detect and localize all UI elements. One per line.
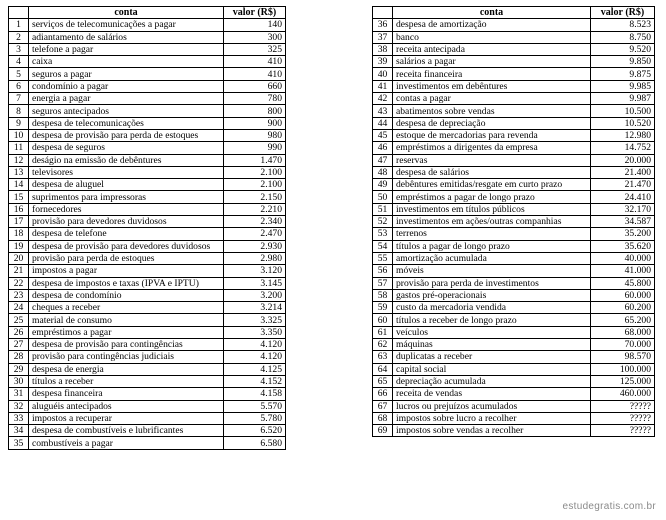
account-value: 4.120 [224, 339, 286, 351]
row-number: 47 [373, 154, 393, 166]
table-row [373, 363, 655, 375]
account-name: abatimentos sobre vendas [393, 105, 591, 117]
table-row [373, 19, 655, 31]
row-number: 36 [373, 19, 393, 31]
account-name: provisão para perda de estoques [29, 252, 224, 264]
account-value: 10.520 [591, 117, 655, 129]
account-name: investimentos em debêntures [393, 80, 591, 92]
row-number: 2 [9, 31, 29, 43]
account-name: serviços de telecomunicações a pagar [29, 19, 224, 31]
account-value: 8.523 [591, 19, 655, 31]
row-number: 32 [9, 400, 29, 412]
account-value: 4.120 [224, 351, 286, 363]
account-name: receita financeira [393, 68, 591, 80]
row-number: 31 [9, 388, 29, 400]
accounts-table-left-body [9, 19, 286, 449]
account-value: 4.125 [224, 363, 286, 375]
account-value: 20.000 [591, 154, 655, 166]
table-row [373, 289, 655, 301]
table-row [9, 277, 286, 289]
table-row [9, 129, 286, 141]
account-name: aluguéis antecipados [29, 400, 224, 412]
row-number: 69 [373, 425, 393, 437]
row-number: 49 [373, 179, 393, 191]
table-row [373, 43, 655, 55]
row-number: 61 [373, 326, 393, 338]
row-number: 30 [9, 375, 29, 387]
table-row [9, 117, 286, 129]
account-name: reservas [393, 154, 591, 166]
account-name: televisores [29, 166, 224, 178]
table-row [373, 166, 655, 178]
table-row [9, 228, 286, 240]
account-value: 410 [224, 68, 286, 80]
account-value: 24.410 [591, 191, 655, 203]
account-name: despesa de provisão para perda de estoques [29, 129, 224, 141]
row-number: 7 [9, 93, 29, 105]
row-number: 40 [373, 68, 393, 80]
table-row [373, 339, 655, 351]
table-header-row [9, 7, 286, 19]
account-value: 4.158 [224, 388, 286, 400]
account-value: 9.520 [591, 43, 655, 55]
table-row [9, 289, 286, 301]
account-name: terrenos [393, 228, 591, 240]
account-value: 660 [224, 80, 286, 92]
account-name: impostos a recuperar [29, 412, 224, 424]
account-name: seguros a pagar [29, 68, 224, 80]
table-row [9, 314, 286, 326]
account-name: despesa de depreciação [393, 117, 591, 129]
table-row [9, 400, 286, 412]
account-value: 68.000 [591, 326, 655, 338]
account-name: custo da mercadoria vendida [393, 302, 591, 314]
accounts-table-right [372, 6, 655, 437]
account-value: 2.100 [224, 166, 286, 178]
row-number: 63 [373, 351, 393, 363]
table-row [9, 388, 286, 400]
table-row [373, 375, 655, 387]
row-number: 21 [9, 265, 29, 277]
account-value: 45.800 [591, 277, 655, 289]
account-value: 2.150 [224, 191, 286, 203]
table-row [373, 129, 655, 141]
account-name: despesa de salários [393, 166, 591, 178]
table-row [373, 216, 655, 228]
account-name: seguros antecipados [29, 105, 224, 117]
account-name: empréstimos a dirigentes da empresa [393, 142, 591, 154]
row-number: 56 [373, 265, 393, 277]
table-row [373, 412, 655, 424]
account-name: despesa de impostos e taxas (IPVA e IPTU) [29, 277, 224, 289]
account-name: telefone a pagar [29, 43, 224, 55]
account-name: lucros ou prejuízos acumulados [393, 400, 591, 412]
table-row [373, 80, 655, 92]
account-name: estoque de mercadorias para revenda [393, 129, 591, 141]
table-row [9, 252, 286, 264]
account-name: capital social [393, 363, 591, 375]
row-number: 68 [373, 412, 393, 424]
table-row [9, 43, 286, 55]
account-name: provisão para contingências judiciais [29, 351, 224, 363]
account-value: 125.000 [591, 375, 655, 387]
account-name: máquinas [393, 339, 591, 351]
row-number: 52 [373, 216, 393, 228]
row-number: 39 [373, 56, 393, 68]
account-name: energia a pagar [29, 93, 224, 105]
account-value: 300 [224, 31, 286, 43]
table-row [9, 412, 286, 424]
row-number: 8 [9, 105, 29, 117]
account-value: 35.200 [591, 228, 655, 240]
table-header-row [373, 7, 655, 19]
table-row [373, 68, 655, 80]
account-name: fornecedores [29, 203, 224, 215]
table-row [373, 191, 655, 203]
account-name: combustíveis a pagar [29, 437, 224, 449]
table-row [9, 363, 286, 375]
table-row [9, 425, 286, 437]
account-value: 10.500 [591, 105, 655, 117]
row-number: 59 [373, 302, 393, 314]
account-name: despesa de seguros [29, 142, 224, 154]
table-row [9, 166, 286, 178]
table-row [373, 117, 655, 129]
row-number: 45 [373, 129, 393, 141]
table-row [9, 80, 286, 92]
row-number: 60 [373, 314, 393, 326]
table-row [373, 265, 655, 277]
account-name: despesa de condomínio [29, 289, 224, 301]
account-value: 1.470 [224, 154, 286, 166]
account-value: 3.200 [224, 289, 286, 301]
account-name: material de consumo [29, 314, 224, 326]
account-name: adiantamento de salários [29, 31, 224, 43]
row-number: 35 [9, 437, 29, 449]
account-value: 2.100 [224, 179, 286, 191]
account-name: investimentos em títulos públicos [393, 203, 591, 215]
account-value: 5.780 [224, 412, 286, 424]
account-name: receita de vendas [393, 388, 591, 400]
account-name: suprimentos para impressoras [29, 191, 224, 203]
account-value: 2.980 [224, 252, 286, 264]
account-value: 41.000 [591, 265, 655, 277]
table-row [9, 179, 286, 191]
number-column-header [9, 7, 29, 19]
account-name: despesa de aluguel [29, 179, 224, 191]
account-name: empréstimos a pagar de longo prazo [393, 191, 591, 203]
account-name: deságio na emissão de debêntures [29, 154, 224, 166]
account-name: veículos [393, 326, 591, 338]
row-number: 19 [9, 240, 29, 252]
row-number: 12 [9, 154, 29, 166]
table-row [373, 228, 655, 240]
account-name: gastos pré-operacionais [393, 289, 591, 301]
account-name: receita antecipada [393, 43, 591, 55]
account-name: títulos a receber de longo prazo [393, 314, 591, 326]
account-value: ????? [591, 425, 655, 437]
account-name: condomínio a pagar [29, 80, 224, 92]
account-value: 2.210 [224, 203, 286, 215]
watermark: estudegratis.com.br [562, 501, 656, 512]
table-row [373, 388, 655, 400]
table-row [373, 326, 655, 338]
table-row [373, 154, 655, 166]
table-row [9, 191, 286, 203]
table-row [9, 326, 286, 338]
account-value: 410 [224, 56, 286, 68]
row-number: 6 [9, 80, 29, 92]
row-number: 42 [373, 93, 393, 105]
accounts-table-left [8, 6, 286, 450]
table-row [373, 302, 655, 314]
account-value: 460.000 [591, 388, 655, 400]
account-name: títulos a receber [29, 375, 224, 387]
account-name: despesa de provisão para devedores duvidosos [29, 240, 224, 252]
account-value: 3.120 [224, 265, 286, 277]
table-row [9, 93, 286, 105]
row-number: 43 [373, 105, 393, 117]
account-name: provisão para perda de investimentos [393, 277, 591, 289]
table-row [373, 105, 655, 117]
table-row [9, 203, 286, 215]
account-name: impostos sobre lucro a recolher [393, 412, 591, 424]
account-value: 9.850 [591, 56, 655, 68]
account-value: 9.875 [591, 68, 655, 80]
account-value: 60.200 [591, 302, 655, 314]
account-value: 3.325 [224, 314, 286, 326]
account-name: impostos sobre vendas a recolher [393, 425, 591, 437]
account-value: 800 [224, 105, 286, 117]
table-row [9, 19, 286, 31]
account-value: 140 [224, 19, 286, 31]
account-name: despesa de provisão para contingências [29, 339, 224, 351]
table-row [373, 142, 655, 154]
row-number: 4 [9, 56, 29, 68]
row-number: 24 [9, 302, 29, 314]
table-row [373, 240, 655, 252]
account-value: 980 [224, 129, 286, 141]
row-number: 44 [373, 117, 393, 129]
account-value: 2.340 [224, 216, 286, 228]
table-row [9, 265, 286, 277]
row-number: 5 [9, 68, 29, 80]
account-value: 780 [224, 93, 286, 105]
row-number: 17 [9, 216, 29, 228]
account-value: 9.987 [591, 93, 655, 105]
account-value: 21.470 [591, 179, 655, 191]
conta-column-header: conta [393, 7, 591, 19]
account-name: contas a pagar [393, 93, 591, 105]
account-value: 21.400 [591, 166, 655, 178]
account-value: 65.200 [591, 314, 655, 326]
account-value: 6.520 [224, 425, 286, 437]
account-value: 325 [224, 43, 286, 55]
account-name: debêntures emitidas/resgate em curto prazo [393, 179, 591, 191]
account-value: 900 [224, 117, 286, 129]
row-number: 26 [9, 326, 29, 338]
table-row [373, 314, 655, 326]
row-number: 28 [9, 351, 29, 363]
row-number: 37 [373, 31, 393, 43]
row-number: 16 [9, 203, 29, 215]
row-number: 23 [9, 289, 29, 301]
account-name: despesa de energia [29, 363, 224, 375]
table-row [9, 216, 286, 228]
table-row [9, 375, 286, 387]
account-value: 35.620 [591, 240, 655, 252]
account-value: 4.152 [224, 375, 286, 387]
row-number: 34 [9, 425, 29, 437]
table-row [373, 179, 655, 191]
account-name: despesa de amortização [393, 19, 591, 31]
row-number: 18 [9, 228, 29, 240]
row-number: 27 [9, 339, 29, 351]
table-row [373, 56, 655, 68]
row-number: 64 [373, 363, 393, 375]
table-row [373, 400, 655, 412]
account-name: despesa financeira [29, 388, 224, 400]
account-value: 98.570 [591, 351, 655, 363]
account-name: despesa de telefone [29, 228, 224, 240]
account-name: salários a pagar [393, 56, 591, 68]
row-number: 51 [373, 203, 393, 215]
account-value: 2.470 [224, 228, 286, 240]
account-name: despesa de combustíveis e lubrificantes [29, 425, 224, 437]
account-value: 14.752 [591, 142, 655, 154]
row-number: 53 [373, 228, 393, 240]
table-row [373, 252, 655, 264]
row-number: 57 [373, 277, 393, 289]
row-number: 65 [373, 375, 393, 387]
row-number: 10 [9, 129, 29, 141]
account-value: 12.980 [591, 129, 655, 141]
table-row [373, 351, 655, 363]
row-number: 38 [373, 43, 393, 55]
table-row [373, 277, 655, 289]
account-value: 32.170 [591, 203, 655, 215]
table-row [9, 105, 286, 117]
account-name: móveis [393, 265, 591, 277]
row-number: 41 [373, 80, 393, 92]
valor-column-header: valor (R$) [224, 7, 286, 19]
row-number: 33 [9, 412, 29, 424]
table-row [9, 437, 286, 449]
row-number: 15 [9, 191, 29, 203]
accounts-table-right-body [373, 19, 655, 437]
account-value: 70.000 [591, 339, 655, 351]
row-number: 58 [373, 289, 393, 301]
row-number: 46 [373, 142, 393, 154]
account-name: cheques a receber [29, 302, 224, 314]
account-name: caixa [29, 56, 224, 68]
account-value: 34.587 [591, 216, 655, 228]
table-row [9, 31, 286, 43]
account-value: 40.000 [591, 252, 655, 264]
row-number: 25 [9, 314, 29, 326]
row-number: 11 [9, 142, 29, 154]
table-row [373, 31, 655, 43]
row-number: 20 [9, 252, 29, 264]
table-row [9, 56, 286, 68]
valor-column-header: valor (R$) [591, 7, 655, 19]
account-value: 60.000 [591, 289, 655, 301]
row-number: 66 [373, 388, 393, 400]
table-row [9, 351, 286, 363]
row-number: 22 [9, 277, 29, 289]
row-number: 13 [9, 166, 29, 178]
account-name: empréstimos a pagar [29, 326, 224, 338]
table-row [9, 68, 286, 80]
row-number: 50 [373, 191, 393, 203]
account-value: 8.750 [591, 31, 655, 43]
table-row [9, 302, 286, 314]
account-name: títulos a pagar de longo prazo [393, 240, 591, 252]
table-row [9, 240, 286, 252]
account-value: 3.350 [224, 326, 286, 338]
table-row [9, 339, 286, 351]
row-number: 29 [9, 363, 29, 375]
table-row [9, 154, 286, 166]
account-value: 990 [224, 142, 286, 154]
account-value: 100.000 [591, 363, 655, 375]
row-number: 62 [373, 339, 393, 351]
row-number: 1 [9, 19, 29, 31]
row-number: 48 [373, 166, 393, 178]
conta-column-header: conta [29, 7, 224, 19]
account-name: impostos a pagar [29, 265, 224, 277]
account-value: 6.580 [224, 437, 286, 449]
row-number: 55 [373, 252, 393, 264]
account-value: 3.214 [224, 302, 286, 314]
table-row [373, 93, 655, 105]
table-row [373, 203, 655, 215]
row-number: 14 [9, 179, 29, 191]
table-row [9, 142, 286, 154]
account-value: 9.985 [591, 80, 655, 92]
account-value: 2.930 [224, 240, 286, 252]
account-value: ????? [591, 412, 655, 424]
account-value: 3.145 [224, 277, 286, 289]
account-name: despesa de telecomunicações [29, 117, 224, 129]
number-column-header [373, 7, 393, 19]
account-name: amortização acumulada [393, 252, 591, 264]
row-number: 54 [373, 240, 393, 252]
row-number: 9 [9, 117, 29, 129]
row-number: 67 [373, 400, 393, 412]
account-name: banco [393, 31, 591, 43]
account-value: 5.570 [224, 400, 286, 412]
account-name: investimentos em ações/outras companhias [393, 216, 591, 228]
table-row [373, 425, 655, 437]
account-name: duplicatas a receber [393, 351, 591, 363]
account-name: provisão para devedores duvidosos [29, 216, 224, 228]
account-name: depreciação acumulada [393, 375, 591, 387]
row-number: 3 [9, 43, 29, 55]
account-value: ????? [591, 400, 655, 412]
